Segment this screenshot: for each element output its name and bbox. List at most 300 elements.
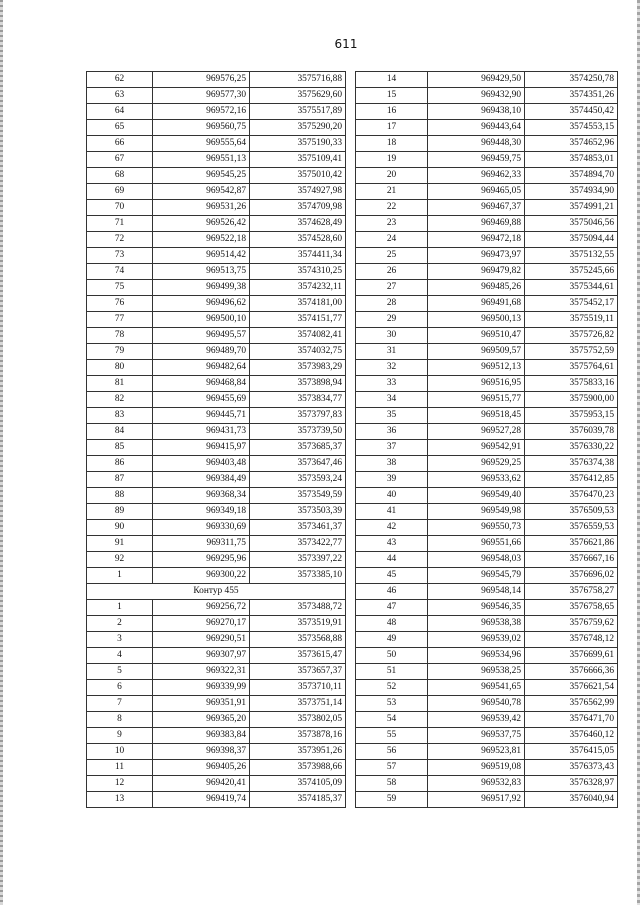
table-row (356, 712, 618, 728)
y-coordinate-cell: 3576666,36 (525, 664, 618, 680)
point-number-cell: 87 (87, 472, 153, 488)
point-number-cell: 54 (356, 712, 428, 728)
table-row (356, 376, 618, 392)
point-number-cell: 72 (87, 232, 153, 248)
x-coordinate-cell: 969365,20 (153, 712, 250, 728)
y-coordinate-cell: 3573488,72 (250, 600, 346, 616)
point-number-cell: 14 (356, 72, 428, 88)
point-number-cell: 90 (87, 520, 153, 536)
point-number-cell: 68 (87, 168, 153, 184)
y-coordinate-cell: 3575290,20 (250, 120, 346, 136)
table-row (87, 632, 346, 648)
point-number-cell: 40 (356, 488, 428, 504)
table-row (87, 136, 346, 152)
point-number-cell: 28 (356, 296, 428, 312)
x-coordinate-cell: 969534,96 (428, 648, 525, 664)
table-row (356, 504, 618, 520)
table-row (87, 456, 346, 472)
point-number-cell: 25 (356, 248, 428, 264)
x-coordinate-cell: 969420,41 (153, 776, 250, 792)
point-number-cell: 36 (356, 424, 428, 440)
y-coordinate-cell: 3574628,49 (250, 216, 346, 232)
point-number-cell: 66 (87, 136, 153, 152)
x-coordinate-cell: 969398,37 (153, 744, 250, 760)
y-coordinate-cell: 3575344,61 (525, 280, 618, 296)
contour-label: Контур 455 (87, 584, 346, 600)
table-row (87, 264, 346, 280)
x-coordinate-cell: 969459,75 (428, 152, 525, 168)
y-coordinate-cell: 3574553,15 (525, 120, 618, 136)
x-coordinate-cell: 969538,38 (428, 616, 525, 632)
x-coordinate-cell: 969429,50 (428, 72, 525, 88)
table-row (87, 440, 346, 456)
table-row (87, 88, 346, 104)
x-coordinate-cell: 969368,34 (153, 488, 250, 504)
table-row (356, 760, 618, 776)
point-number-cell: 44 (356, 552, 428, 568)
point-number-cell: 62 (87, 72, 153, 88)
y-coordinate-cell: 3573422,77 (250, 536, 346, 552)
point-number-cell: 86 (87, 456, 153, 472)
point-number-cell: 89 (87, 504, 153, 520)
point-number-cell: 63 (87, 88, 153, 104)
y-coordinate-cell: 3574351,26 (525, 88, 618, 104)
y-coordinate-cell: 3575046,56 (525, 216, 618, 232)
table-row (87, 744, 346, 760)
point-number-cell: 24 (356, 232, 428, 248)
point-number-cell: 9 (87, 728, 153, 744)
table-row (356, 360, 618, 376)
table-row (87, 232, 346, 248)
table-row (87, 376, 346, 392)
y-coordinate-cell: 3575953,15 (525, 408, 618, 424)
point-number-cell: 35 (356, 408, 428, 424)
x-coordinate-cell: 969519,08 (428, 760, 525, 776)
point-number-cell: 41 (356, 504, 428, 520)
x-coordinate-cell: 969532,83 (428, 776, 525, 792)
table-row (356, 664, 618, 680)
y-coordinate-cell: 3576621,86 (525, 536, 618, 552)
y-coordinate-cell: 3576374,38 (525, 456, 618, 472)
y-coordinate-cell: 3574894,70 (525, 168, 618, 184)
x-coordinate-cell: 969496,62 (153, 296, 250, 312)
y-coordinate-cell: 3573983,29 (250, 360, 346, 376)
table-row (87, 392, 346, 408)
table-row (356, 232, 618, 248)
table-row (87, 488, 346, 504)
y-coordinate-cell: 3573615,47 (250, 648, 346, 664)
table-row (87, 504, 346, 520)
table-row (87, 72, 346, 88)
x-coordinate-cell: 969549,98 (428, 504, 525, 520)
x-coordinate-cell: 969548,14 (428, 584, 525, 600)
x-coordinate-cell: 969531,26 (153, 200, 250, 216)
point-number-cell: 32 (356, 360, 428, 376)
y-coordinate-cell: 3576040,94 (525, 792, 618, 808)
point-number-cell: 83 (87, 408, 153, 424)
x-coordinate-cell: 969479,82 (428, 264, 525, 280)
x-coordinate-cell: 969419,74 (153, 792, 250, 808)
y-coordinate-cell: 3574032,75 (250, 344, 346, 360)
x-coordinate-cell: 969518,45 (428, 408, 525, 424)
table-row (356, 120, 618, 136)
y-coordinate-cell: 3573988,66 (250, 760, 346, 776)
x-coordinate-cell: 969560,75 (153, 120, 250, 136)
x-coordinate-cell: 969351,91 (153, 696, 250, 712)
point-number-cell: 13 (87, 792, 153, 808)
table-row (356, 104, 618, 120)
table-row (356, 600, 618, 616)
table-row (87, 184, 346, 200)
table-row (356, 776, 618, 792)
x-coordinate-cell: 969572,16 (153, 104, 250, 120)
y-coordinate-cell: 3573751,14 (250, 696, 346, 712)
y-coordinate-cell: 3574991,21 (525, 200, 618, 216)
point-number-cell: 15 (356, 88, 428, 104)
point-number-cell: 34 (356, 392, 428, 408)
y-coordinate-cell: 3573951,26 (250, 744, 346, 760)
y-coordinate-cell: 3573797,83 (250, 408, 346, 424)
point-number-cell: 65 (87, 120, 153, 136)
point-number-cell: 26 (356, 264, 428, 280)
table-row (356, 168, 618, 184)
x-coordinate-cell: 969526,42 (153, 216, 250, 232)
point-number-cell: 6 (87, 680, 153, 696)
point-number-cell: 42 (356, 520, 428, 536)
x-coordinate-cell: 969539,42 (428, 712, 525, 728)
x-coordinate-cell: 969500,10 (153, 312, 250, 328)
point-number-cell: 52 (356, 680, 428, 696)
x-coordinate-cell: 969577,30 (153, 88, 250, 104)
y-coordinate-cell: 3576328,97 (525, 776, 618, 792)
y-coordinate-cell: 3575726,82 (525, 328, 618, 344)
table-row (356, 440, 618, 456)
x-coordinate-cell: 969438,10 (428, 104, 525, 120)
y-coordinate-cell: 3576415,05 (525, 744, 618, 760)
x-coordinate-cell: 969546,35 (428, 600, 525, 616)
x-coordinate-cell: 969522,18 (153, 232, 250, 248)
table-row (87, 728, 346, 744)
point-number-cell: 79 (87, 344, 153, 360)
y-coordinate-cell: 3574934,90 (525, 184, 618, 200)
x-coordinate-cell: 969509,57 (428, 344, 525, 360)
x-coordinate-cell: 969499,38 (153, 280, 250, 296)
point-number-cell: 75 (87, 280, 153, 296)
y-coordinate-cell: 3574181,00 (250, 296, 346, 312)
table-row (356, 424, 618, 440)
x-coordinate-cell: 969495,57 (153, 328, 250, 344)
point-number-cell: 78 (87, 328, 153, 344)
y-coordinate-cell: 3574709,98 (250, 200, 346, 216)
table-row (87, 200, 346, 216)
x-coordinate-cell: 969415,97 (153, 440, 250, 456)
x-coordinate-cell: 969545,79 (428, 568, 525, 584)
x-coordinate-cell: 969550,73 (428, 520, 525, 536)
contour-header-row (87, 584, 346, 600)
y-coordinate-cell: 3574185,37 (250, 792, 346, 808)
point-number-cell: 29 (356, 312, 428, 328)
point-number-cell: 27 (356, 280, 428, 296)
point-number-cell: 58 (356, 776, 428, 792)
table-row (356, 472, 618, 488)
x-coordinate-cell: 969529,25 (428, 456, 525, 472)
y-coordinate-cell: 3576748,12 (525, 632, 618, 648)
y-coordinate-cell: 3575900,00 (525, 392, 618, 408)
table-row (356, 632, 618, 648)
point-number-cell: 59 (356, 792, 428, 808)
point-number-cell: 16 (356, 104, 428, 120)
y-coordinate-cell: 3573647,46 (250, 456, 346, 472)
table-row (87, 216, 346, 232)
point-number-cell: 38 (356, 456, 428, 472)
x-coordinate-cell: 969551,66 (428, 536, 525, 552)
y-coordinate-cell: 3576412,85 (525, 472, 618, 488)
x-coordinate-cell: 969349,18 (153, 504, 250, 520)
table-row (87, 120, 346, 136)
point-number-cell: 39 (356, 472, 428, 488)
y-coordinate-cell: 3576667,16 (525, 552, 618, 568)
y-coordinate-cell: 3575452,17 (525, 296, 618, 312)
table-row (356, 648, 618, 664)
y-coordinate-cell: 3575190,33 (250, 136, 346, 152)
table-row (356, 328, 618, 344)
y-coordinate-cell: 3576758,65 (525, 600, 618, 616)
y-coordinate-cell: 3573568,88 (250, 632, 346, 648)
table-row (356, 568, 618, 584)
point-number-cell: 57 (356, 760, 428, 776)
y-coordinate-cell: 3576470,23 (525, 488, 618, 504)
table-row (356, 536, 618, 552)
table-row (87, 424, 346, 440)
point-number-cell: 70 (87, 200, 153, 216)
y-coordinate-cell: 3574927,98 (250, 184, 346, 200)
y-coordinate-cell: 3574151,77 (250, 312, 346, 328)
x-coordinate-cell: 969542,87 (153, 184, 250, 200)
point-number-cell: 48 (356, 616, 428, 632)
x-coordinate-cell: 969551,13 (153, 152, 250, 168)
y-coordinate-cell: 3576696,02 (525, 568, 618, 584)
y-coordinate-cell: 3575629,60 (250, 88, 346, 104)
y-coordinate-cell: 3573802,05 (250, 712, 346, 728)
x-coordinate-cell: 969549,40 (428, 488, 525, 504)
point-number-cell: 1 (87, 600, 153, 616)
y-coordinate-cell: 3576759,62 (525, 616, 618, 632)
y-coordinate-cell: 3576758,27 (525, 584, 618, 600)
y-coordinate-cell: 3573385,10 (250, 568, 346, 584)
x-coordinate-cell: 969270,17 (153, 616, 250, 632)
y-coordinate-cell: 3576330,22 (525, 440, 618, 456)
point-number-cell: 50 (356, 648, 428, 664)
point-number-cell: 20 (356, 168, 428, 184)
table-row (356, 312, 618, 328)
y-coordinate-cell: 3574411,34 (250, 248, 346, 264)
x-coordinate-cell: 969462,33 (428, 168, 525, 184)
y-coordinate-cell: 3576699,61 (525, 648, 618, 664)
coordinates-table-left-body (87, 72, 346, 808)
y-coordinate-cell: 3573519,91 (250, 616, 346, 632)
point-number-cell: 77 (87, 312, 153, 328)
table-row (356, 72, 618, 88)
x-coordinate-cell: 969290,51 (153, 632, 250, 648)
coordinates-table-left (86, 71, 346, 808)
y-coordinate-cell: 3573878,16 (250, 728, 346, 744)
y-coordinate-cell: 3574250,78 (525, 72, 618, 88)
table-row (87, 344, 346, 360)
point-number-cell: 2 (87, 616, 153, 632)
x-coordinate-cell: 969510,47 (428, 328, 525, 344)
point-number-cell: 31 (356, 344, 428, 360)
point-number-cell: 17 (356, 120, 428, 136)
x-coordinate-cell: 969500,13 (428, 312, 525, 328)
table-row (356, 136, 618, 152)
point-number-cell: 3 (87, 632, 153, 648)
table-row (87, 680, 346, 696)
point-number-cell: 45 (356, 568, 428, 584)
page-number: 611 (334, 37, 358, 51)
table-row (356, 408, 618, 424)
y-coordinate-cell: 3575752,59 (525, 344, 618, 360)
table-row (87, 648, 346, 664)
y-coordinate-cell: 3574310,25 (250, 264, 346, 280)
y-coordinate-cell: 3576562,99 (525, 696, 618, 712)
y-coordinate-cell: 3573657,37 (250, 664, 346, 680)
y-coordinate-cell: 3575716,88 (250, 72, 346, 88)
point-number-cell: 4 (87, 648, 153, 664)
table-row (87, 104, 346, 120)
x-coordinate-cell: 969472,18 (428, 232, 525, 248)
x-coordinate-cell: 969515,77 (428, 392, 525, 408)
x-coordinate-cell: 969431,73 (153, 424, 250, 440)
table-row (87, 168, 346, 184)
point-number-cell: 76 (87, 296, 153, 312)
y-coordinate-cell: 3573685,37 (250, 440, 346, 456)
point-number-cell: 37 (356, 440, 428, 456)
table-row (87, 520, 346, 536)
x-coordinate-cell: 969485,26 (428, 280, 525, 296)
point-number-cell: 12 (87, 776, 153, 792)
y-coordinate-cell: 3575010,42 (250, 168, 346, 184)
x-coordinate-cell: 969311,75 (153, 536, 250, 552)
x-coordinate-cell: 969539,02 (428, 632, 525, 648)
table-row (87, 664, 346, 680)
y-coordinate-cell: 3575833,16 (525, 376, 618, 392)
y-coordinate-cell: 3576039,78 (525, 424, 618, 440)
point-number-cell: 84 (87, 424, 153, 440)
x-coordinate-cell: 969300,22 (153, 568, 250, 584)
table-row (87, 776, 346, 792)
table-row (87, 712, 346, 728)
y-coordinate-cell: 3575519,11 (525, 312, 618, 328)
y-coordinate-cell: 3574082,41 (250, 328, 346, 344)
y-coordinate-cell: 3574652,96 (525, 136, 618, 152)
y-coordinate-cell: 3576460,12 (525, 728, 618, 744)
table-row (356, 456, 618, 472)
table-row (87, 536, 346, 552)
y-coordinate-cell: 3575094,44 (525, 232, 618, 248)
point-number-cell: 64 (87, 104, 153, 120)
y-coordinate-cell: 3576471,70 (525, 712, 618, 728)
scan-edge-left (0, 0, 3, 905)
y-coordinate-cell: 3576373,43 (525, 760, 618, 776)
table-row (356, 552, 618, 568)
y-coordinate-cell: 3576559,53 (525, 520, 618, 536)
point-number-cell: 5 (87, 664, 153, 680)
table-row (356, 696, 618, 712)
table-row (87, 328, 346, 344)
point-number-cell: 30 (356, 328, 428, 344)
y-coordinate-cell: 3573397,22 (250, 552, 346, 568)
point-number-cell: 22 (356, 200, 428, 216)
x-coordinate-cell: 969537,75 (428, 728, 525, 744)
x-coordinate-cell: 969489,70 (153, 344, 250, 360)
x-coordinate-cell: 969576,25 (153, 72, 250, 88)
table-row (87, 552, 346, 568)
table-row (87, 248, 346, 264)
y-coordinate-cell: 3573834,77 (250, 392, 346, 408)
table-row (356, 184, 618, 200)
x-coordinate-cell: 969538,25 (428, 664, 525, 680)
table-row (356, 584, 618, 600)
table-row (356, 792, 618, 808)
x-coordinate-cell: 969322,31 (153, 664, 250, 680)
y-coordinate-cell: 3575517,89 (250, 104, 346, 120)
x-coordinate-cell: 969542,91 (428, 440, 525, 456)
table-row (356, 680, 618, 696)
y-coordinate-cell: 3574105,09 (250, 776, 346, 792)
y-coordinate-cell: 3573710,11 (250, 680, 346, 696)
table-row (87, 792, 346, 808)
table-row (356, 728, 618, 744)
x-coordinate-cell: 969467,37 (428, 200, 525, 216)
table-row (356, 248, 618, 264)
y-coordinate-cell: 3573549,59 (250, 488, 346, 504)
y-coordinate-cell: 3573593,24 (250, 472, 346, 488)
table-row (356, 216, 618, 232)
table-row (87, 360, 346, 376)
x-coordinate-cell: 969432,90 (428, 88, 525, 104)
point-number-cell: 43 (356, 536, 428, 552)
table-row (356, 488, 618, 504)
x-coordinate-cell: 969513,75 (153, 264, 250, 280)
table-row (87, 616, 346, 632)
table-row (356, 344, 618, 360)
point-number-cell: 82 (87, 392, 153, 408)
table-row (87, 600, 346, 616)
x-coordinate-cell: 969533,62 (428, 472, 525, 488)
point-number-cell: 21 (356, 184, 428, 200)
table-row (87, 152, 346, 168)
table-row (87, 312, 346, 328)
y-coordinate-cell: 3573898,94 (250, 376, 346, 392)
point-number-cell: 71 (87, 216, 153, 232)
point-number-cell: 10 (87, 744, 153, 760)
point-number-cell: 91 (87, 536, 153, 552)
x-coordinate-cell: 969491,68 (428, 296, 525, 312)
point-number-cell: 55 (356, 728, 428, 744)
table-row (356, 264, 618, 280)
point-number-cell: 53 (356, 696, 428, 712)
y-coordinate-cell: 3575132,55 (525, 248, 618, 264)
point-number-cell: 81 (87, 376, 153, 392)
point-number-cell: 49 (356, 632, 428, 648)
table-row (87, 568, 346, 584)
table-row (87, 760, 346, 776)
x-coordinate-cell: 969256,72 (153, 600, 250, 616)
table-row (356, 616, 618, 632)
table-row (356, 280, 618, 296)
table-row (356, 392, 618, 408)
x-coordinate-cell: 969330,69 (153, 520, 250, 536)
